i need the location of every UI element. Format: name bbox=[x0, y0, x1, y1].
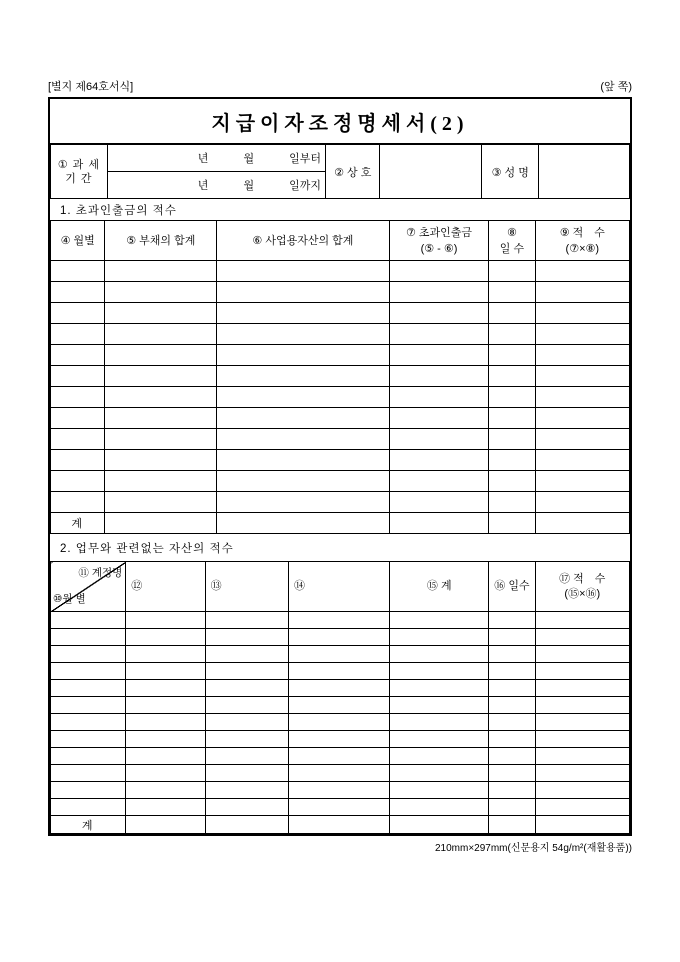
empty-cell[interactable] bbox=[51, 646, 126, 663]
empty-cell[interactable] bbox=[489, 408, 535, 429]
account-name-label: ⑪ 계정명 bbox=[78, 567, 123, 579]
column-header-days: ⑧ 일 수 bbox=[489, 221, 535, 261]
form-page bbox=[48, 78, 632, 854]
column-header-accumulation: ⑰ 적 수 (⑮×⑯) bbox=[535, 562, 629, 612]
table-row bbox=[51, 799, 630, 816]
month-label: ⑩월 별 bbox=[53, 593, 86, 605]
empty-cell[interactable] bbox=[489, 282, 535, 303]
empty-cell[interactable] bbox=[389, 492, 489, 513]
column-header-account-12: ⑫ bbox=[126, 562, 205, 612]
empty-cell[interactable] bbox=[126, 765, 205, 782]
empty-cell[interactable] bbox=[126, 612, 205, 629]
form-number: [별지 제64호서식] bbox=[48, 81, 134, 93]
empty-cell[interactable] bbox=[535, 303, 629, 324]
column-header-business-assets-total: ⑥ 사업용자산의 합계 bbox=[217, 221, 390, 261]
empty-cell[interactable] bbox=[489, 492, 535, 513]
empty-cell[interactable] bbox=[535, 324, 629, 345]
column-header-excess-withdrawal: ⑦ 초과인출금 (⑤ - ⑥) bbox=[389, 221, 489, 261]
empty-cell[interactable] bbox=[105, 492, 217, 513]
empty-cell[interactable] bbox=[126, 748, 205, 765]
empty-cell[interactable] bbox=[489, 261, 535, 282]
empty-cell[interactable] bbox=[217, 429, 390, 450]
empty-cell[interactable] bbox=[390, 646, 489, 663]
empty-cell[interactable] bbox=[51, 429, 105, 450]
empty-cell[interactable] bbox=[205, 782, 288, 799]
empty-cell[interactable] bbox=[205, 697, 288, 714]
empty-cell[interactable] bbox=[390, 714, 489, 731]
table-row bbox=[51, 646, 630, 663]
empty-cell[interactable] bbox=[51, 680, 126, 697]
empty-cell[interactable] bbox=[390, 629, 489, 646]
column-header-account-13: ⑬ bbox=[205, 562, 288, 612]
table-row bbox=[51, 697, 630, 714]
empty-cell[interactable] bbox=[489, 387, 535, 408]
section1-table bbox=[50, 220, 630, 534]
empty-cell[interactable] bbox=[489, 799, 535, 816]
empty-cell[interactable] bbox=[389, 261, 489, 282]
period-to-field[interactable]: 년 월 일까지 bbox=[107, 172, 325, 199]
empty-cell[interactable] bbox=[51, 387, 105, 408]
empty-cell[interactable] bbox=[535, 408, 629, 429]
table-row bbox=[51, 731, 630, 748]
table-row bbox=[51, 612, 630, 629]
empty-cell[interactable] bbox=[288, 663, 389, 680]
table-row bbox=[51, 345, 630, 366]
empty-cell[interactable] bbox=[489, 612, 535, 629]
paper-spec-note: 210mm×297mm(신문용지 54g/m²(재활용품)) bbox=[434, 843, 632, 854]
empty-cell[interactable] bbox=[489, 324, 535, 345]
empty-cell[interactable] bbox=[105, 366, 217, 387]
form-title: 지급이자조정명세서(2) bbox=[50, 99, 630, 144]
empty-cell[interactable] bbox=[535, 748, 629, 765]
empty-cell[interactable] bbox=[535, 765, 629, 782]
empty-cell[interactable] bbox=[535, 680, 629, 697]
empty-cell[interactable] bbox=[389, 303, 489, 324]
empty-cell[interactable] bbox=[105, 303, 217, 324]
table-row bbox=[51, 714, 630, 731]
empty-cell[interactable] bbox=[390, 663, 489, 680]
empty-cell[interactable] bbox=[217, 366, 390, 387]
empty-cell[interactable] bbox=[217, 345, 390, 366]
total-label: 계 bbox=[51, 816, 126, 834]
empty-cell[interactable] bbox=[126, 799, 205, 816]
empty-cell[interactable] bbox=[205, 799, 288, 816]
empty-cell[interactable] bbox=[535, 282, 629, 303]
empty-cell[interactable] bbox=[489, 471, 535, 492]
empty-cell[interactable] bbox=[51, 731, 126, 748]
empty-cell[interactable] bbox=[105, 513, 217, 534]
empty-cell[interactable] bbox=[535, 450, 629, 471]
empty-cell[interactable] bbox=[389, 450, 489, 471]
empty-cell[interactable] bbox=[105, 282, 217, 303]
section2-table bbox=[50, 561, 630, 834]
empty-cell[interactable] bbox=[489, 646, 535, 663]
empty-cell[interactable] bbox=[51, 714, 126, 731]
empty-cell[interactable] bbox=[126, 714, 205, 731]
section2-title: 2. 업무와 관련없는 자산의 적수 bbox=[60, 543, 234, 555]
empty-cell[interactable] bbox=[51, 261, 105, 282]
table-row bbox=[51, 145, 630, 172]
empty-cell[interactable] bbox=[389, 345, 489, 366]
empty-cell[interactable] bbox=[389, 408, 489, 429]
empty-cell[interactable] bbox=[389, 282, 489, 303]
empty-cell[interactable] bbox=[51, 450, 105, 471]
table-row bbox=[51, 261, 630, 282]
empty-cell[interactable] bbox=[489, 697, 535, 714]
empty-cell[interactable] bbox=[535, 429, 629, 450]
table-row bbox=[51, 429, 630, 450]
empty-cell[interactable] bbox=[535, 345, 629, 366]
empty-cell[interactable] bbox=[535, 261, 629, 282]
empty-cell[interactable] bbox=[217, 471, 390, 492]
empty-cell[interactable] bbox=[489, 429, 535, 450]
empty-cell[interactable] bbox=[389, 513, 489, 534]
section1-total-row bbox=[51, 513, 630, 534]
empty-cell[interactable] bbox=[51, 629, 126, 646]
empty-cell[interactable] bbox=[105, 450, 217, 471]
table-row bbox=[51, 471, 630, 492]
empty-cell[interactable] bbox=[205, 748, 288, 765]
empty-cell[interactable] bbox=[126, 680, 205, 697]
empty-cell[interactable] bbox=[51, 663, 126, 680]
empty-cell[interactable] bbox=[489, 782, 535, 799]
taxable-period-label: ① 과 세 기 간 bbox=[51, 145, 108, 199]
empty-cell[interactable] bbox=[489, 366, 535, 387]
empty-cell[interactable] bbox=[390, 765, 489, 782]
empty-cell[interactable] bbox=[489, 303, 535, 324]
empty-cell[interactable] bbox=[389, 387, 489, 408]
empty-cell[interactable] bbox=[205, 680, 288, 697]
empty-cell[interactable] bbox=[105, 324, 217, 345]
table-row bbox=[51, 782, 630, 799]
empty-cell[interactable] bbox=[535, 366, 629, 387]
table-row bbox=[51, 408, 630, 429]
empty-cell[interactable] bbox=[489, 714, 535, 731]
empty-cell[interactable] bbox=[489, 748, 535, 765]
empty-cell[interactable] bbox=[390, 612, 489, 629]
empty-cell[interactable] bbox=[535, 663, 629, 680]
empty-cell[interactable] bbox=[390, 799, 489, 816]
empty-cell[interactable] bbox=[51, 303, 105, 324]
empty-cell[interactable] bbox=[105, 471, 217, 492]
empty-cell[interactable] bbox=[126, 697, 205, 714]
empty-cell[interactable] bbox=[535, 513, 629, 534]
company-name-label: ② 상 호 bbox=[326, 145, 380, 199]
empty-cell[interactable] bbox=[535, 492, 629, 513]
empty-cell[interactable] bbox=[288, 697, 389, 714]
empty-cell[interactable] bbox=[390, 816, 489, 834]
table-row bbox=[51, 282, 630, 303]
empty-cell[interactable] bbox=[205, 714, 288, 731]
empty-cell[interactable] bbox=[217, 513, 390, 534]
empty-cell[interactable] bbox=[205, 612, 288, 629]
section2-total-row bbox=[51, 816, 630, 834]
empty-cell[interactable] bbox=[535, 714, 629, 731]
table-row bbox=[51, 748, 630, 765]
empty-cell[interactable] bbox=[288, 782, 389, 799]
empty-cell[interactable] bbox=[217, 282, 390, 303]
person-name-field[interactable] bbox=[539, 145, 630, 199]
empty-cell[interactable] bbox=[205, 765, 288, 782]
empty-cell[interactable] bbox=[288, 612, 389, 629]
empty-cell[interactable] bbox=[288, 680, 389, 697]
form-body bbox=[48, 97, 632, 836]
empty-cell[interactable] bbox=[51, 282, 105, 303]
empty-cell[interactable] bbox=[217, 303, 390, 324]
empty-cell[interactable] bbox=[51, 697, 126, 714]
empty-cell[interactable] bbox=[51, 748, 126, 765]
column-header-days: ⑯ 일수 bbox=[489, 562, 535, 612]
empty-cell[interactable] bbox=[489, 731, 535, 748]
section2-header-row bbox=[51, 562, 630, 612]
column-header-account-14: ⑭ bbox=[288, 562, 389, 612]
column-header-accumulation: ⑨ 적 수 (⑦×⑧) bbox=[535, 221, 629, 261]
empty-cell[interactable] bbox=[51, 492, 105, 513]
empty-cell[interactable] bbox=[535, 646, 629, 663]
empty-cell[interactable] bbox=[489, 816, 535, 834]
empty-cell[interactable] bbox=[217, 408, 390, 429]
empty-cell[interactable] bbox=[390, 782, 489, 799]
empty-cell[interactable] bbox=[126, 731, 205, 748]
empty-cell[interactable] bbox=[205, 646, 288, 663]
empty-cell[interactable] bbox=[489, 663, 535, 680]
empty-cell[interactable] bbox=[205, 663, 288, 680]
empty-cell[interactable] bbox=[535, 816, 629, 834]
empty-cell[interactable] bbox=[288, 646, 389, 663]
empty-cell[interactable] bbox=[105, 261, 217, 282]
table-row bbox=[51, 366, 630, 387]
empty-cell[interactable] bbox=[535, 612, 629, 629]
table-row bbox=[51, 765, 630, 782]
empty-cell[interactable] bbox=[105, 429, 217, 450]
table-row bbox=[51, 450, 630, 471]
company-name-field[interactable] bbox=[380, 145, 482, 199]
section1-header-row bbox=[51, 221, 630, 261]
empty-cell[interactable] bbox=[217, 261, 390, 282]
diagonal-header-cell bbox=[51, 562, 126, 612]
empty-cell[interactable] bbox=[126, 782, 205, 799]
empty-cell[interactable] bbox=[489, 513, 535, 534]
empty-cell[interactable] bbox=[105, 345, 217, 366]
empty-cell[interactable] bbox=[389, 324, 489, 345]
empty-cell[interactable] bbox=[535, 799, 629, 816]
empty-cell[interactable] bbox=[390, 697, 489, 714]
table-row bbox=[51, 680, 630, 697]
empty-cell[interactable] bbox=[288, 765, 389, 782]
empty-cell[interactable] bbox=[489, 680, 535, 697]
empty-cell[interactable] bbox=[535, 471, 629, 492]
empty-cell[interactable] bbox=[51, 366, 105, 387]
empty-cell[interactable] bbox=[535, 697, 629, 714]
person-name-label: ③ 성 명 bbox=[482, 145, 539, 199]
empty-cell[interactable] bbox=[205, 731, 288, 748]
empty-cell[interactable] bbox=[535, 731, 629, 748]
table-row bbox=[51, 492, 630, 513]
empty-cell[interactable] bbox=[288, 748, 389, 765]
empty-cell[interactable] bbox=[288, 816, 389, 834]
empty-cell[interactable] bbox=[489, 450, 535, 471]
empty-cell[interactable] bbox=[535, 782, 629, 799]
total-label: 계 bbox=[51, 513, 105, 534]
empty-cell[interactable] bbox=[535, 629, 629, 646]
empty-cell[interactable] bbox=[389, 429, 489, 450]
table-row bbox=[51, 387, 630, 408]
empty-cell[interactable] bbox=[51, 408, 105, 429]
empty-cell[interactable] bbox=[126, 663, 205, 680]
empty-cell[interactable] bbox=[126, 629, 205, 646]
empty-cell[interactable] bbox=[217, 324, 390, 345]
empty-cell[interactable] bbox=[288, 799, 389, 816]
empty-cell[interactable] bbox=[390, 748, 489, 765]
taxpayer-info-table bbox=[50, 144, 630, 199]
empty-cell[interactable] bbox=[489, 765, 535, 782]
empty-cell[interactable] bbox=[51, 612, 126, 629]
empty-cell[interactable] bbox=[105, 408, 217, 429]
empty-cell[interactable] bbox=[105, 387, 217, 408]
empty-cell[interactable] bbox=[51, 324, 105, 345]
empty-cell[interactable] bbox=[535, 387, 629, 408]
empty-cell[interactable] bbox=[51, 799, 126, 816]
column-header-monthly: ④ 월별 bbox=[51, 221, 105, 261]
empty-cell[interactable] bbox=[288, 629, 389, 646]
empty-cell[interactable] bbox=[217, 492, 390, 513]
empty-cell[interactable] bbox=[51, 782, 126, 799]
empty-cell[interactable] bbox=[390, 731, 489, 748]
empty-cell[interactable] bbox=[51, 345, 105, 366]
empty-cell[interactable] bbox=[217, 387, 390, 408]
empty-cell[interactable] bbox=[489, 629, 535, 646]
empty-cell[interactable] bbox=[126, 646, 205, 663]
empty-cell[interactable] bbox=[389, 471, 489, 492]
column-header-total: ⑮ 계 bbox=[390, 562, 489, 612]
empty-cell[interactable] bbox=[51, 471, 105, 492]
table-row bbox=[51, 324, 630, 345]
empty-cell[interactable] bbox=[288, 731, 389, 748]
section1-title: 1. 초과인출금의 적수 bbox=[60, 205, 177, 217]
column-header-liabilities-total: ⑤ 부채의 합계 bbox=[105, 221, 217, 261]
empty-cell[interactable] bbox=[288, 714, 389, 731]
empty-cell[interactable] bbox=[126, 816, 205, 834]
table-row bbox=[51, 303, 630, 324]
empty-cell[interactable] bbox=[489, 345, 535, 366]
page-side-label: (앞 쪽) bbox=[600, 81, 632, 93]
empty-cell[interactable] bbox=[51, 765, 126, 782]
period-from-field[interactable]: 년 월 일부터 bbox=[107, 145, 325, 172]
page-header bbox=[48, 78, 632, 94]
empty-cell[interactable] bbox=[205, 629, 288, 646]
empty-cell[interactable] bbox=[217, 450, 390, 471]
empty-cell[interactable] bbox=[389, 366, 489, 387]
table-row bbox=[51, 663, 630, 680]
empty-cell[interactable] bbox=[205, 816, 288, 834]
empty-cell[interactable] bbox=[390, 680, 489, 697]
table-row bbox=[51, 629, 630, 646]
